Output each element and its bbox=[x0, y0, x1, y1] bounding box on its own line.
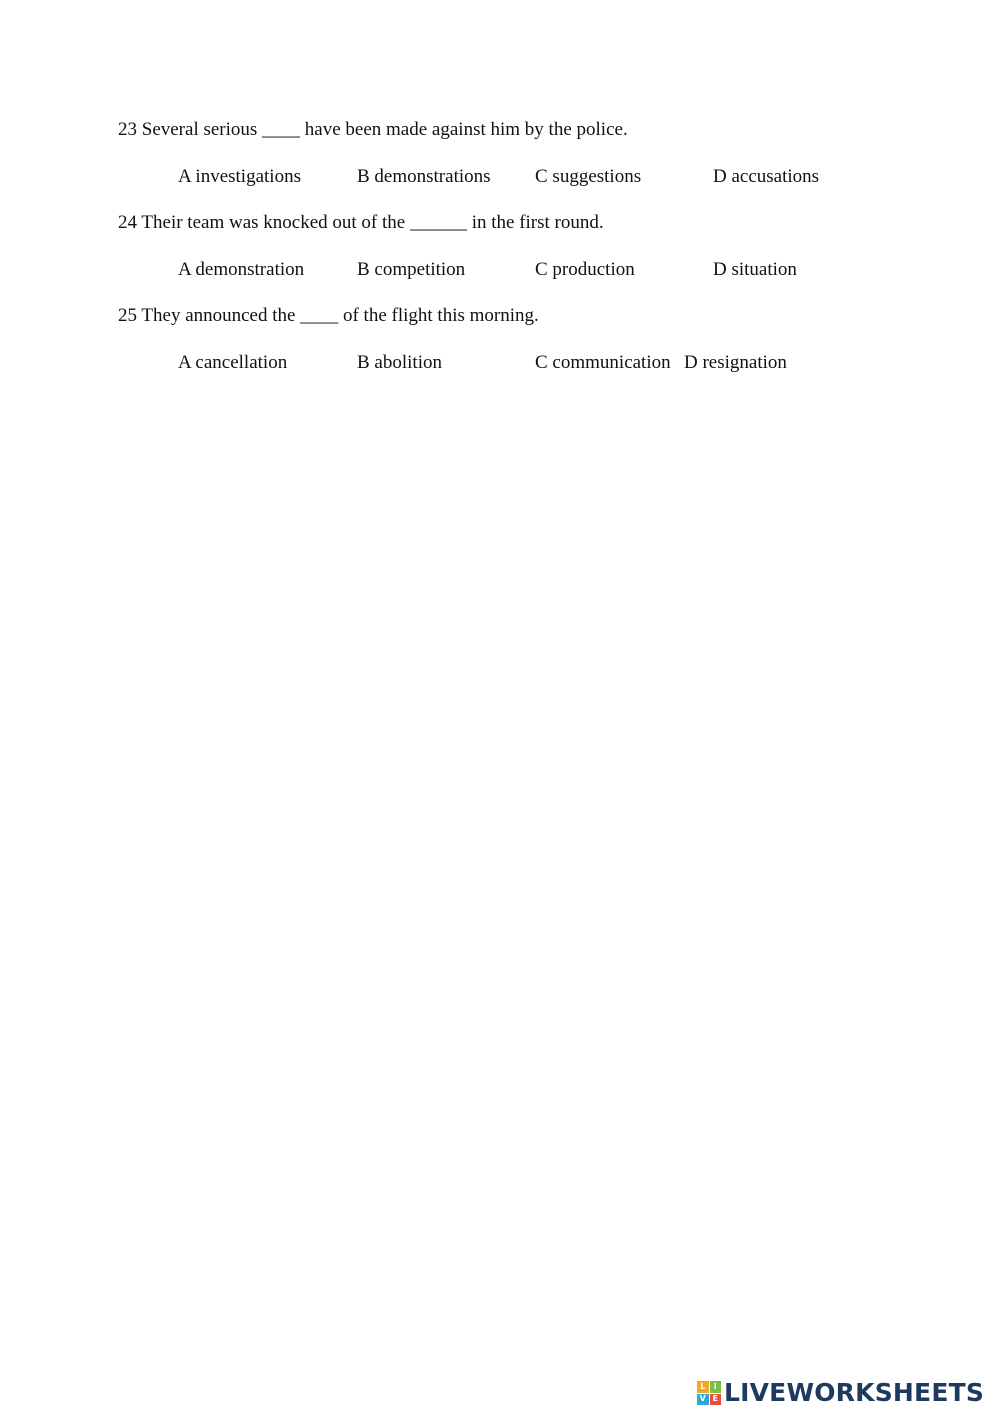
liveworksheets-logo bbox=[697, 1378, 984, 1408]
q24-option-b[interactable]: B competition bbox=[357, 259, 466, 280]
q25-option-b[interactable]: B abolition bbox=[357, 352, 442, 373]
logo-tile-green: I bbox=[710, 1381, 722, 1393]
logo-tile-blue: V bbox=[697, 1394, 709, 1406]
q24-option-a[interactable]: A demonstration bbox=[178, 259, 305, 280]
question-25: 25 They announced the ____ of the flight this morning. bbox=[118, 305, 539, 326]
q23-option-a[interactable]: A investigations bbox=[178, 166, 301, 187]
q25-option-a[interactable]: A cancellation bbox=[178, 352, 288, 373]
q23-option-b[interactable]: B demonstrations bbox=[357, 166, 491, 187]
logo-tile-orange: L bbox=[697, 1381, 709, 1393]
q25-option-d[interactable]: D resignation bbox=[684, 352, 787, 373]
logo-tile-red: E bbox=[710, 1394, 722, 1406]
q25-option-c[interactable]: C communication bbox=[535, 352, 671, 373]
liveworksheets-logo-icon bbox=[697, 1381, 721, 1405]
question-23: 23 Several serious ____ have been made against him by the police. bbox=[118, 119, 628, 140]
q24-option-c[interactable]: C production bbox=[535, 259, 635, 280]
q23-option-d[interactable]: D accusations bbox=[713, 166, 820, 187]
q24-option-d[interactable]: D situation bbox=[713, 259, 797, 280]
question-24: 24 Their team was knocked out of the ______ in the first round. bbox=[118, 212, 604, 233]
logo-text: LIVEWORKSHEETS bbox=[724, 1378, 985, 1407]
q23-option-c[interactable]: C suggestions bbox=[535, 166, 642, 187]
